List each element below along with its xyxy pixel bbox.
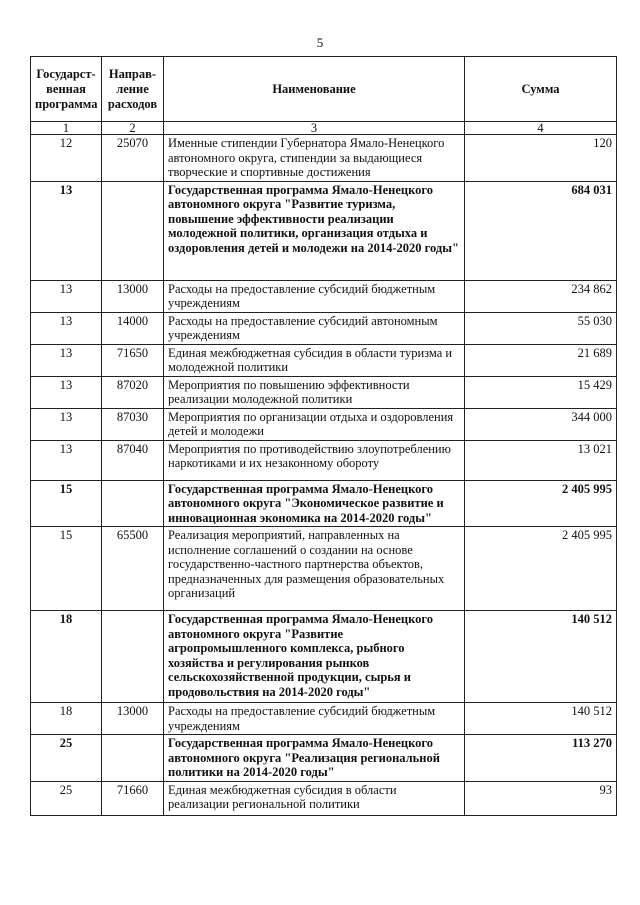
amount-cell: 113 270 [465,735,617,782]
amount-cell: 344 000 [465,408,617,440]
item-name-cell: Мероприятия по противодействию злоупотреблению наркотиками и их незаконному обороту [164,440,465,480]
table-row [31,611,617,703]
table-row [31,703,617,735]
item-name-cell: Государственная программа Ямало-Ненецкого автономного округа "Экономическое развитие и инновационная экономика на 2014-2020 годы" [164,480,465,527]
column-number: 2 [102,122,164,135]
program-code-cell: 13 [31,181,102,280]
amount-cell: 140 512 [465,611,617,703]
item-name-cell: Расходы на предоставление субсидий бюджетным учреждениям [164,280,465,312]
amount-cell: 2 405 995 [465,527,617,611]
direction-code-cell [102,480,164,527]
table-row [31,135,617,182]
amount-cell: 120 [465,135,617,182]
header-row [31,57,617,122]
program-code-cell: 25 [31,735,102,782]
program-code-cell: 12 [31,135,102,182]
program-code-cell: 18 [31,611,102,703]
column-number: 1 [31,122,102,135]
table-row [31,280,617,312]
direction-code-cell: 71650 [102,344,164,376]
program-code-cell: 13 [31,408,102,440]
direction-code-cell: 71660 [102,781,164,815]
direction-code-cell: 65500 [102,527,164,611]
program-code-cell: 13 [31,376,102,408]
item-name-cell: Мероприятия по повышению эффективности реализации молодежной политики [164,376,465,408]
direction-code-cell: 13000 [102,280,164,312]
item-name-cell: Расходы на предоставление субсидий бюджетным учреждениям [164,703,465,735]
table-row [31,408,617,440]
direction-code-cell: 87040 [102,440,164,480]
program-code-cell: 18 [31,703,102,735]
budget-table [30,56,617,816]
table-row [31,480,617,527]
column-number: 4 [465,122,617,135]
direction-code-cell: 25070 [102,135,164,182]
item-name-cell: Мероприятия по организации отдыха и оздоровления детей и молодежи [164,408,465,440]
table-row [31,312,617,344]
table-row [31,440,617,480]
amount-cell: 2 405 995 [465,480,617,527]
item-name-cell: Единая межбюджетная субсидия в области реализации региональной политики [164,781,465,815]
program-code-cell: 25 [31,781,102,815]
table-row [31,181,617,280]
amount-cell: 21 689 [465,344,617,376]
page-number: 5 [316,35,324,50]
amount-cell: 93 [465,781,617,815]
column-number-row [31,122,617,135]
program-code-cell: 15 [31,480,102,527]
program-code-cell: 13 [31,280,102,312]
program-code-cell: 15 [31,527,102,611]
amount-cell: 684 031 [465,181,617,280]
amount-cell: 13 021 [465,440,617,480]
table-row [31,735,617,782]
column-number: 3 [164,122,465,135]
table-row [31,781,617,815]
direction-code-cell [102,735,164,782]
table-row [31,527,617,611]
item-name-cell: Государственная программа Ямало-Ненецкого автономного округа "Развитие туризма, повышение эффективности реализации молодежной политики, организация отдыха и оздоровления детей и молодежи на 2014-2020 годы" [164,181,465,280]
amount-cell: 234 862 [465,280,617,312]
direction-code-cell [102,181,164,280]
item-name-cell: Именные стипендии Губернатора Ямало-Ненецкого автономного округа, стипендии за выдающиеся творческие и спортивные достижения [164,135,465,182]
amount-cell: 140 512 [465,703,617,735]
header-sum: Сумма [465,57,617,122]
direction-code-cell: 87030 [102,408,164,440]
amount-cell: 15 429 [465,376,617,408]
program-code-cell: 13 [31,440,102,480]
item-name-cell: Единая межбюджетная субсидия в области туризма и молодежной политики [164,344,465,376]
header-name: Наименование [164,57,465,122]
item-name-cell: Государственная программа Ямало-Ненецкого автономного округа "Реализация региональной политики на 2014-2020 годы" [164,735,465,782]
program-code-cell: 13 [31,312,102,344]
amount-cell: 55 030 [465,312,617,344]
direction-code-cell [102,611,164,703]
header-program: Государст-венная программа [31,57,102,122]
item-name-cell: Реализация мероприятий, направленных на исполнение соглашений о создании на основе государственно-частного партнерства объектов, предназначенных для размещения образовательных организаций [164,527,465,611]
table-body [31,135,617,816]
table-row [31,376,617,408]
header-direction: Направ-ление расходов [102,57,164,122]
table-row [31,344,617,376]
item-name-cell: Расходы на предоставление субсидий автономным учреждениям [164,312,465,344]
item-name-cell: Государственная программа Ямало-Ненецкого автономного округа "Развитие агропромышленного комплекса, рыбного хозяйства и регулирования рынков сельскохозяйственной продукции, сырья и продовольствия на 2014-2020 годы" [164,611,465,703]
direction-code-cell: 13000 [102,703,164,735]
program-code-cell: 13 [31,344,102,376]
direction-code-cell: 14000 [102,312,164,344]
direction-code-cell: 87020 [102,376,164,408]
